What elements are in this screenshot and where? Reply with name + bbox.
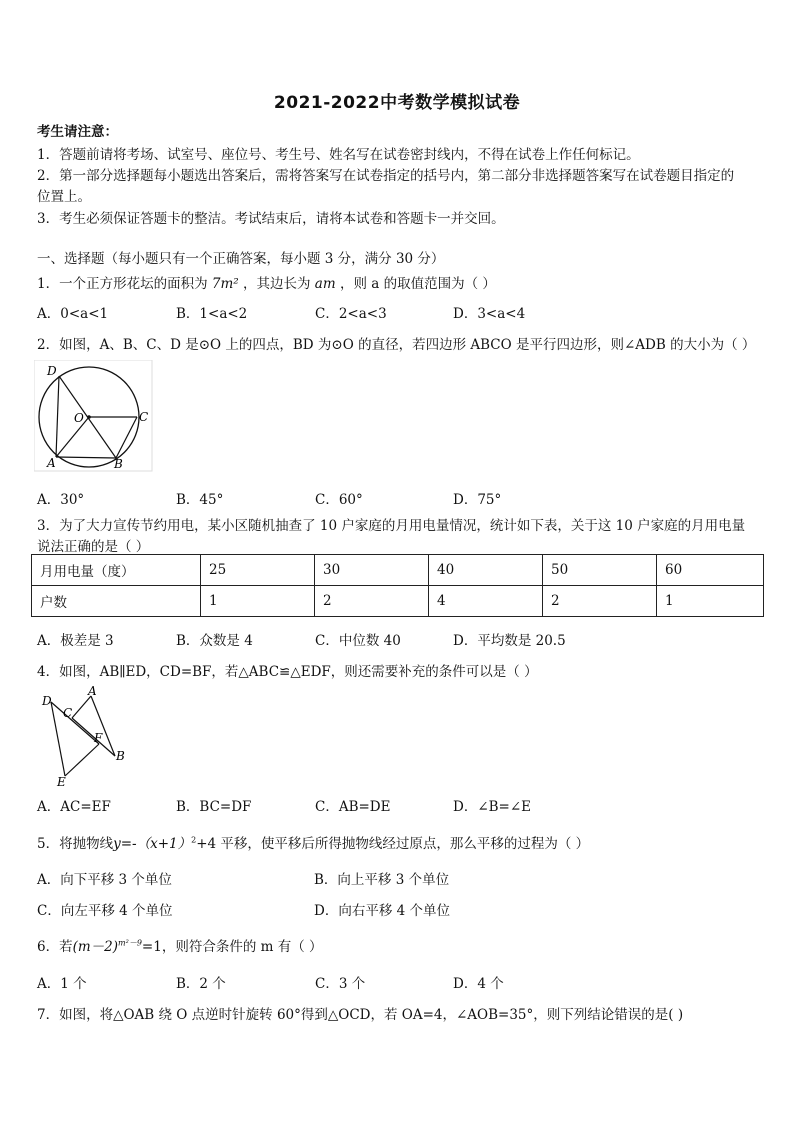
q1-area: 7m² [211,276,239,292]
q6-option-d[interactable]: D．4 个 [453,976,504,992]
question-5 [37,832,589,852]
question-3-line-2: 说法正确的是（ ） [37,539,150,555]
q4-label-b: B [116,749,125,763]
notice-item-3: 3．考生必须保证答题卡的整洁。考试结束后，请将本试卷和答题卡一并交回。 [37,211,505,227]
q5-post: +4 平移，使平移后所得抛物线经过原点，那么平移的过程为（ ） [196,836,590,852]
q2-option-d[interactable]: D．75° [453,492,502,508]
notice-heading: 考生请注意： [37,124,118,140]
q5-option-a[interactable]: A．向下平移 3 个单位 [37,872,172,888]
q3-option-d[interactable]: D．平均数是 20.5 [453,633,566,649]
notice-item-2: 2．第一部分选择题每小题选出答案后，需将答案写在试卷指定的括号内，第二部分非选择题答案写在试卷题目指定的 [37,168,735,184]
q6-option-a[interactable]: A．1 个 [37,976,87,992]
q4-label-e: E [57,775,66,788]
notice-item-1: 1．答题前请将考场、试室号、座位号、考生号、姓名写在试卷密封线内，不得在试卷上作任何标记。 [37,147,640,163]
q4-label-c: C [63,706,73,720]
q2-label-a: A [47,456,56,470]
q4-option-d[interactable]: D．∠B=∠E [453,799,532,815]
q5-option-c[interactable]: C．向左平移 4 个单位 [37,903,173,919]
table-cell: 40 [429,555,543,586]
q4-label-d: D [42,694,52,708]
q5-option-b[interactable]: B．向上平移 3 个单位 [314,872,450,888]
q6-base: (m－2) [72,939,119,955]
q5-pre: 5．将抛物线 [37,836,114,852]
q1-options [37,302,757,322]
q6-post: =1，则符合条件的 m 有（ ） [141,939,323,955]
q1-pre: 1．一个正方形花坛的面积为 [37,276,208,292]
q4-label-f: F [94,731,103,745]
table-cell: 1 [201,586,315,617]
q1-mid: ，其边长为 [243,276,311,292]
q2-label-d: D [47,364,57,378]
table-cell: 1 [657,586,764,617]
table-cell: 60 [657,555,764,586]
q1-option-b[interactable]: B．1<a<2 [176,306,248,322]
q6-option-b[interactable]: B．2 个 [176,976,226,992]
q2-option-c[interactable]: C．60° [315,492,363,508]
q2-circle-figure [34,360,154,472]
table-cell: 2 [543,586,657,617]
table-cell: 4 [429,586,543,617]
q3-option-c[interactable]: C．中位数 40 [315,633,401,649]
question-1 [37,272,496,292]
q2-label-o: O [74,411,84,425]
question-4: 4．如图，AB∥ED，CD=BF，若△ABC≌△EDF，则还需要补充的条件可以是（ ） [37,664,538,680]
q2-options [37,488,757,508]
q1-option-a[interactable]: A．0<a<1 [37,306,109,322]
q5-options-row-2 [37,899,757,919]
q6-exponent: m²－9 [118,938,142,948]
q5-exponent: 2 [191,835,197,845]
q5-expression: y=-（x+1） [113,836,192,852]
q1-option-d[interactable]: D．3<a<4 [453,306,526,322]
q2-label-b: B [114,457,123,471]
table-cell: 2 [315,586,429,617]
q6-option-c[interactable]: C．3 个 [315,976,366,992]
table-cell: 30 [315,555,429,586]
question-7: 7．如图，将△OAB 绕 O 点逆时针旋转 60°得到△OCD，若 OA=4，∠AOB=35°，则下列结论错误的是( ) [37,1007,684,1023]
q2-option-b[interactable]: B．45° [176,492,224,508]
table-cell: 月用电量（度） [32,555,201,586]
q6-pre: 6．若 [37,939,73,955]
table-row [32,586,764,617]
q5-options-row-1 [37,868,757,888]
q4-label-a: A [88,684,97,698]
q3-option-b[interactable]: B．众数是 4 [176,633,253,649]
q1-side: am [314,276,336,292]
section-heading: 一、选择题（每小题只有一个正确答案，每小题 3 分，满分 30 分） [37,251,445,267]
q3-option-a[interactable]: A．极差是 3 [37,633,114,649]
page-title: 2021-2022中考数学模拟试卷 [273,93,521,113]
q1-post: ，则 a 的取值范围为（ ） [339,276,496,292]
notice-item-2-cont: 位置上。 [37,189,91,205]
q6-options [37,972,757,992]
q4-option-a[interactable]: A．AC=EF [37,799,111,815]
table-row [32,555,764,586]
question-3-line-1: 3．为了大力宣传节约用电，某小区随机抽查了 10 户家庭的月用电量情况，统计如下表，关于这 10 户家庭的月用电量 [37,518,746,534]
electricity-table [31,554,764,617]
q2-label-c: C [139,410,149,424]
question-6 [37,935,323,955]
q4-option-c[interactable]: C．AB=DE [315,799,391,815]
question-2: 2．如图，A、B、C、D 是⊙O 上的四点，BD 为⊙O 的直径，若四边形 ABCO 是平行四边形，则∠ADB 的大小为（ ） [37,337,756,353]
q3-options [37,629,757,649]
q4-option-b[interactable]: B．BC=DF [176,799,252,815]
q4-options [37,795,757,815]
table-cell: 户数 [32,586,201,617]
q5-option-d[interactable]: D．向右平移 4 个单位 [314,903,450,919]
table-cell: 50 [543,555,657,586]
q2-option-a[interactable]: A．30° [37,492,85,508]
q4-triangle-figure [36,684,132,788]
q1-option-c[interactable]: C．2<a<3 [315,306,387,322]
table-cell: 25 [201,555,315,586]
